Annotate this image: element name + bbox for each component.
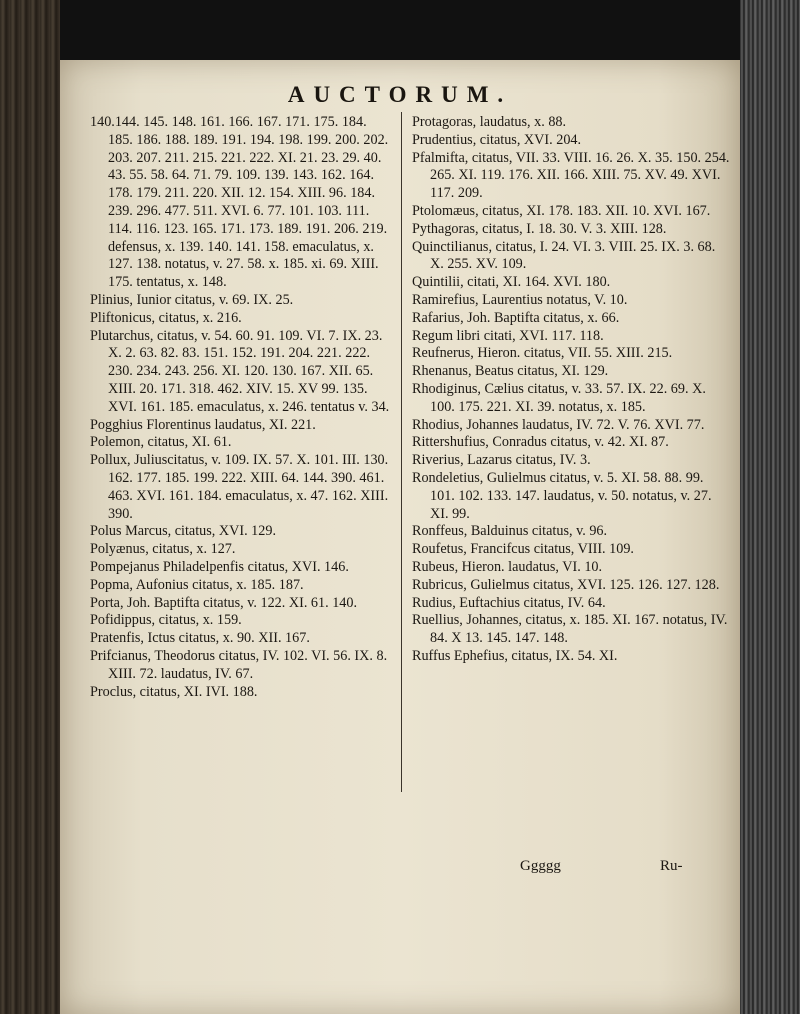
page-heading: AUCTORUM. <box>287 82 513 107</box>
index-entry: Rondeletius, Gulielmus citatus, v. 5. XI. 58. 88. 99. 101. 102. 133. 147. laudatus, v. 50. notatus, v. 27. XI. 99. <box>412 469 712 522</box>
index-entry: Pogghius Florentinus laudatus, XI. 221. <box>90 416 316 433</box>
index-entry: Rubeus, Hieron. laudatus, VI. 10. <box>412 558 603 575</box>
index-entry: Reufnerus, Hieron. citatus, VII. 55. XIII. 215. <box>412 345 673 362</box>
index-entry: Pofidippus, citatus, x. 159. <box>90 612 242 629</box>
index-entry: Polus Marcus, citatus, XVI. 129. <box>90 523 276 540</box>
index-entry: Quintilii, citati, XI. 164. XVI. 180. <box>412 274 611 291</box>
index-entry: Rafarius, Joh. Baptifta citatus, x. 66. <box>412 309 620 326</box>
index-entry: Ronffeus, Balduinus citatus, v. 96. <box>412 523 608 540</box>
index-entry: Prudentius, citatus, XVI. 204. <box>412 131 582 148</box>
index-entry: Polemon, citatus, XI. 61. <box>90 434 232 451</box>
index-entry: Pythagoras, citatus, I. 18. 30. V. 3. XIII. 128. <box>412 220 667 237</box>
index-entry: Proclus, citatus, XI. IVI. 188. <box>90 683 258 700</box>
index-entry: 140.144. 145. 148. 161. 166. 167. 171. 175. 184. 185. 186. 188. 189. 191. 194. 198. 199. 200. 202. 203. 207. 211. 215. 221. 222. XI. 21. 23. 29. 40. 43. 55. 58. 64. 71. 79. 109. 139. 143. 162. 164. 178. 179. 211. 220. XII. 12. 154. XIII. 96. 184. 239. 296. 477. 511. XVI. 6. 77. 101. 103. 111. 114. 116. 123. 165. 171. 173. 189. 191. 206. 219. defensus, x. 139. 140. 141. 158. emaculatus, x. 127. 138. notatus, v. 27. 58. x. 185. xi. 69. XIII. 175. tentatus, x. 148. <box>90 114 389 291</box>
index-entry: Rudius, Euftachius citatus, IV. 64. <box>412 594 606 611</box>
left-index-column <box>90 114 390 701</box>
index-entry: Ramirefius, Laurentius notatus, V. 10. <box>412 291 628 308</box>
column-divider <box>401 112 402 792</box>
index-entry: Pompejanus Philadelpenfis citatus, XVI. 146. <box>90 558 349 575</box>
index-entry: Plinius, Iunior citatus, v. 69. IX. 25. <box>90 291 294 308</box>
index-entry: Ruffus Ephefius, citatus, IX. 54. XI. <box>412 647 618 664</box>
index-entry: Quinctilianus, citatus, I. 24. VI. 3. VIII. 25. IX. 3. 68. X. 255. XV. 109. <box>412 238 716 273</box>
index-entry: Porta, Joh. Baptifta citatus, v. 122. XI. 61. 140. <box>90 594 358 611</box>
index-entry: Riverius, Lazarus citatus, IV. 3. <box>412 452 591 469</box>
index-entry: Pollux, Juliuscitatus, v. 109. IX. 57. X. 101. III. 130. 162. 177. 185. 199. 222. XIII. 64. 144. 390. 461. 463. XVI. 161. 184. emaculatus, x. 47. 162. XIII. 390. <box>90 452 389 522</box>
index-entry: Ruellius, Johannes, citatus, x. 185. XI. 167. notatus, IV. 84. X 13. 145. 147. 148. <box>412 612 728 647</box>
left-binding-edge <box>0 0 60 1014</box>
index-entry: Plutarchus, citatus, v. 54. 60. 91. 109. VI. 7. IX. 23. X. 2. 63. 82. 83. 151. 152. 191. 204. 221. 222. 230. 234. 243. 256. XI. 120. 130. 167. XII. 65. XIII. 20. 171. 318. 462. XIV. 15. XV 99. 135. XVI. 161. 185. emaculatus, x. 246. tentatus v. 34. <box>90 327 390 415</box>
right-index-column <box>412 114 730 666</box>
index-entry: Popma, Aufonius citatus, x. 185. 187. <box>90 576 304 593</box>
index-entry: Roufetus, Francifcus citatus, VIII. 109. <box>412 541 634 558</box>
index-entry: Pfalmifta, citatus, VII. 33. VIII. 16. 26. X. 35. 150. 254. 265. XI. 119. 176. XII. 166. XIII. 75. XV. 49. XVI. 117. 209. <box>412 149 730 202</box>
index-entry: Rhenanus, Beatus citatus, XI. 129. <box>412 363 609 380</box>
signature-mark: Ggggg <box>520 858 561 874</box>
index-entry: Protagoras, laudatus, x. 88. <box>412 114 567 130</box>
index-entry: Rubricus, Gulielmus citatus, XVI. 125. 126. 127. 128. <box>412 576 720 593</box>
index-entry: Polyænus, citatus, x. 127. <box>90 541 236 558</box>
index-entry: Prifcianus, Theodorus citatus, IV. 102. VI. 56. IX. 8. XIII. 72. laudatus, IV. 67. <box>90 647 388 682</box>
right-page-edges <box>740 0 800 1014</box>
index-entry: Ptolomæus, citatus, XI. 178. 183. XII. 10. XVI. 167. <box>412 202 711 219</box>
index-entry: Rhodius, Johannes laudatus, IV. 72. V. 76. XVI. 77. <box>412 416 705 433</box>
index-entry: Regum libri citati, XVI. 117. 118. <box>412 327 604 344</box>
index-entry: Rhodiginus, Cælius citatus, v. 33. 57. IX. 22. 69. X. 100. 175. 221. XI. 39. notatus, x. 185. <box>412 380 706 415</box>
index-entry: Pratenfis, Ictus citatus, x. 90. XII. 167. <box>90 630 310 647</box>
index-entry: Rittershufius, Conradus citatus, v. 42. XI. 87. <box>412 434 669 451</box>
catchword: Ru- <box>660 858 683 874</box>
index-entry: Pliftonicus, citatus, x. 216. <box>90 309 242 326</box>
